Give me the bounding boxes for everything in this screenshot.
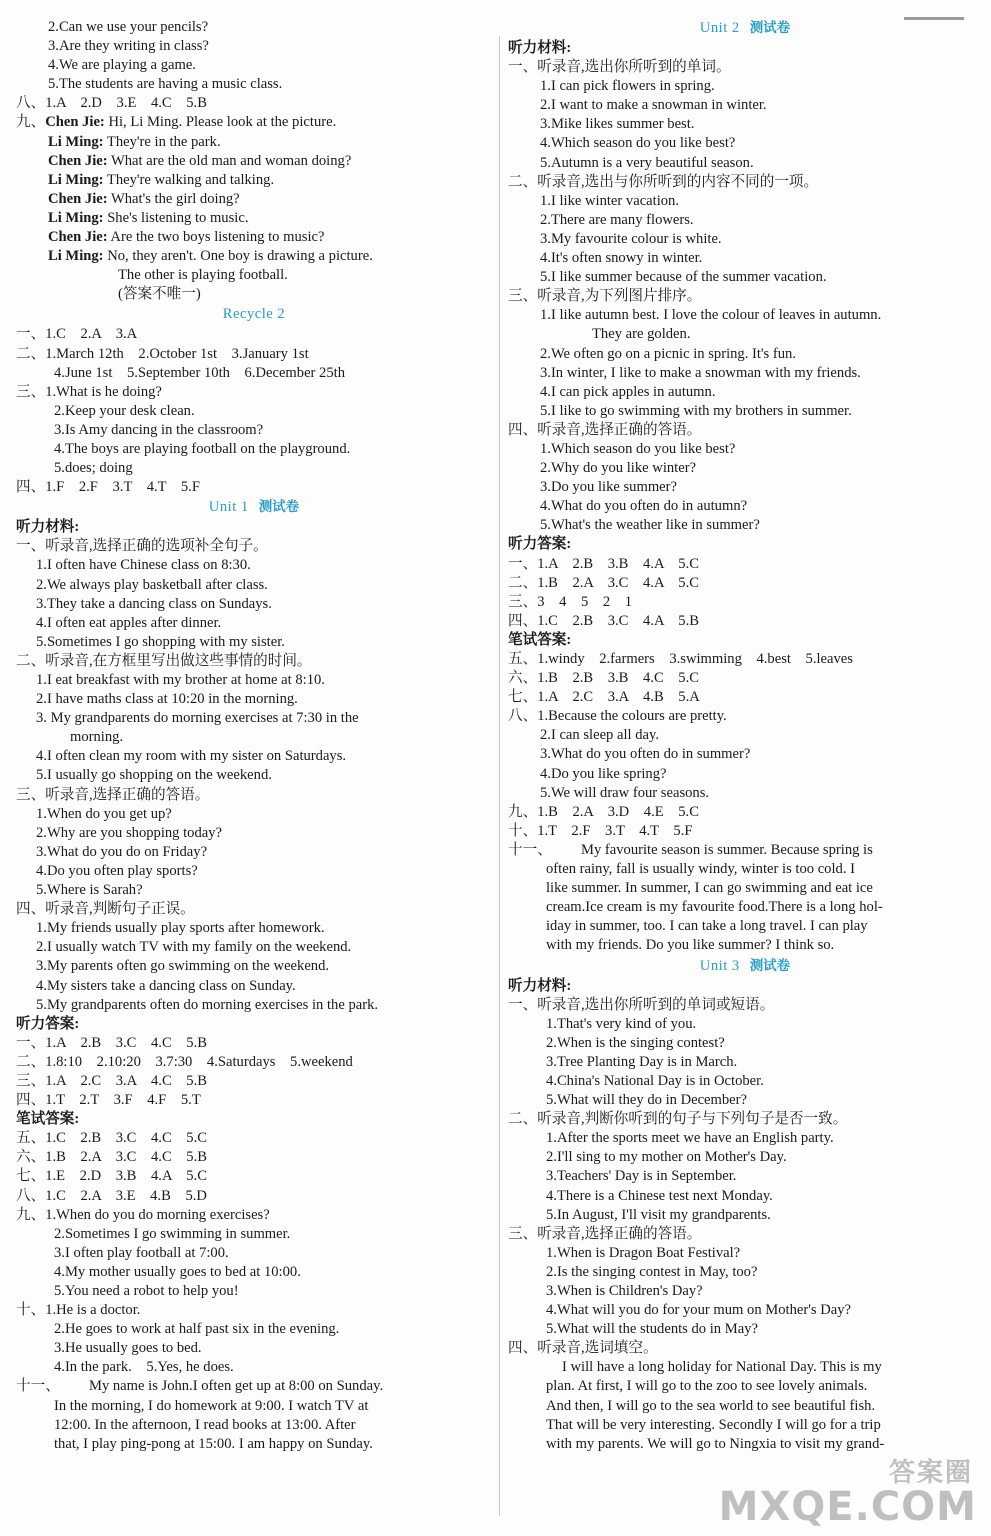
text-line: 2.I usually watch TV with my family on the weekend. — [36, 939, 352, 956]
text-line: 12:00. In the afternoon, I read books at 13:00. After — [54, 1416, 356, 1433]
text-line: 听力材料: — [508, 977, 572, 994]
text-line: 2.I can sleep all day. — [540, 727, 659, 744]
text-line: 3.Is Amy dancing in the classroom? — [54, 421, 264, 438]
text-line: 六、1.B 2.A 3.C 4.C 5.B — [16, 1149, 207, 1166]
text-line: 四、1.F 2.F 3.T 4.T 5.F — [16, 479, 200, 496]
text-line: 2.Why do you like winter? — [540, 460, 697, 477]
text-line: 三、听录音,为下列图片排序。 — [508, 288, 702, 305]
text-line: 1.My friends usually play sports after homework. — [36, 920, 325, 937]
text-line: 4.In the park. 5.Yes, he does. — [54, 1359, 234, 1376]
text-line: 九、1.When do you do morning exercises? — [16, 1206, 270, 1223]
speaker-name: Chen Jie: — [45, 114, 105, 131]
text-line: 六、1.B 2.B 3.B 4.C 5.C — [508, 670, 699, 687]
text-line: 2.Is the singing contest in May, too? — [546, 1263, 758, 1280]
text-line: 4.My mother usually goes to bed at 10:00. — [54, 1263, 301, 1280]
text-line: 3.He usually goes to bed. — [54, 1340, 202, 1357]
text-line: 2.There are many flowers. — [540, 211, 694, 228]
text-line: 八、1.Because the colours are pretty. — [508, 708, 727, 725]
text-line: 四、1.C 2.B 3.C 4.A 5.B — [508, 612, 699, 629]
text-line: 5.We will draw four seasons. — [540, 784, 710, 801]
text-line: 十一、 My name is John.I often get up at 8:00 on Sunday. — [16, 1378, 384, 1395]
text-line: cream.Ice cream is my favourite food.There is a long hol- — [546, 899, 883, 916]
text-line: 1.When do you get up? — [36, 805, 172, 822]
text-line: 5.What's the weather like in summer? — [540, 517, 760, 534]
text-line: 3.Do you like summer? — [540, 479, 677, 496]
text-line: 4.Do you often play sports? — [36, 862, 198, 879]
speaker-name: Li Ming: — [48, 133, 104, 150]
speaker-name: Li Ming: — [48, 171, 104, 188]
text-line: Chen Jie: What's the girl doing? — [48, 190, 240, 207]
site-watermark — [718, 1452, 983, 1530]
text-line: 十、1.T 2.F 3.T 4.T 5.F — [508, 822, 693, 839]
text-line: 4.We are playing a game. — [48, 57, 196, 74]
text-line: 3.My favourite colour is white. — [540, 230, 722, 247]
text-line: 2.Keep your desk clean. — [54, 402, 195, 419]
text-line: 5.My grandparents often do morning exercises in the park. — [36, 996, 379, 1013]
text-line: 听力材料: — [16, 519, 80, 536]
text-line: 听力材料: — [508, 40, 572, 56]
text-line: 3.Are they writing in class? — [48, 38, 209, 55]
text-line: That will be very interesting. Secondly I will go for a trip — [546, 1416, 881, 1433]
text-line: 3.My parents often go swimming on the weekend. — [36, 958, 330, 975]
text-line: 九、Chen Jie: Hi, Li Ming. Please look at the picture. — [16, 114, 337, 131]
text-line: 3.Tree Planting Day is in March. — [546, 1053, 738, 1070]
text-line: 3. My grandparents do morning exercises at 7:30 in the — [36, 710, 359, 727]
text-line: like summer. In summer, I can go swimming and eat ice — [546, 880, 873, 897]
text-line: 二、听录音,选出与你所听到的内容不同的一项。 — [508, 173, 819, 190]
text-line: 5.does; doing — [54, 460, 133, 477]
section-heading — [14, 304, 494, 325]
text-line: Li Ming: No, they aren't. One boy is drawing a picture. — [48, 248, 373, 265]
text-line: 一、1.C 2.A 3.A — [16, 326, 138, 343]
text-line: (答案不唯一) — [118, 286, 201, 303]
text-line: 一、1.A 2.B 3.C 4.C 5.B — [16, 1034, 207, 1051]
text-line: 一、听录音,选出你所听到的单词。 — [508, 59, 731, 76]
text-line: 九、1.B 2.A 3.D 4.E 5.C — [508, 803, 699, 820]
text-line: 1.I can pick flowers in spring. — [540, 78, 715, 95]
text-line: 五、1.windy 2.farmers 3.swimming 4.best 5.leaves — [508, 651, 853, 667]
text-line: 四、听录音,选择正确的答语。 — [508, 421, 702, 438]
text-line: 2.Why are you shopping today? — [36, 824, 223, 841]
text-line: 2.We always play basketball after class. — [36, 576, 268, 593]
text-line: 4.I often eat apples after dinner. — [36, 614, 222, 631]
text-line: 4.It's often snowy in winter. — [540, 250, 703, 267]
text-line: 1.After the sports meet we have an English party. — [546, 1130, 834, 1147]
speaker-name: Li Ming: — [48, 209, 104, 226]
text-line: 5.I usually go shopping on the weekend. — [36, 767, 272, 784]
text-line: 4.I can pick apples in autumn. — [540, 383, 716, 400]
text-line: 笔试答案: — [16, 1111, 80, 1128]
section-title: Recycle 2 — [222, 306, 286, 323]
text-line: morning. — [70, 729, 124, 746]
text-line: 四、1.T 2.T 3.F 4.F 5.T — [16, 1092, 201, 1109]
text-line: 5.What will they do in December? — [546, 1092, 747, 1109]
text-line: In the morning, I do homework at 9:00. I watch TV at — [54, 1397, 369, 1414]
text-line: iday in summer, too. I can take a long travel. I can play — [546, 918, 868, 935]
right-column — [506, 18, 984, 1454]
section-subtitle: 测试卷 — [749, 20, 791, 36]
section-title: Unit 2 — [699, 20, 740, 36]
text-line: 八、1.A 2.D 3.E 4.C 5.B — [16, 95, 207, 112]
watermark-text-top: 答案圈 — [888, 1458, 973, 1488]
text-line: The other is playing football. — [118, 267, 288, 284]
text-line: I will have a long holiday for National Day. This is my — [562, 1359, 882, 1376]
text-line: 笔试答案: — [508, 631, 572, 648]
text-line: 听力答案: — [508, 536, 572, 553]
text-line: 3.What do you do on Friday? — [36, 843, 208, 860]
text-line: 二、听录音,在方框里写出做这些事情的时间。 — [16, 652, 312, 669]
text-line: Li Ming: She's listening to music. — [48, 209, 249, 226]
text-line: 2.I'll sing to my mother on Mother's Day. — [546, 1149, 787, 1166]
text-line: 4.What will you do for your mum on Mother's Day? — [546, 1302, 851, 1319]
text-line: 2.We often go on a picnic in spring. It's fun. — [540, 345, 796, 362]
text-line: 5.I like summer because of the summer vacation. — [540, 269, 827, 286]
text-line: 5.I like to go swimming with my brothers in summer. — [540, 402, 852, 419]
text-line: Li Ming: They're walking and talking. — [48, 171, 275, 188]
text-line: 1.That's very kind of you. — [546, 1015, 697, 1032]
text-line: 3.They take a dancing class on Sundays. — [36, 595, 272, 612]
text-line: 3.Mike likes summer best. — [540, 116, 695, 133]
section-title: Unit 3 — [699, 957, 740, 974]
text-line: 5.You need a robot to help you! — [54, 1283, 239, 1299]
section-title: Unit 1 — [208, 499, 249, 516]
watermark-text-bottom: MXQE.COM — [718, 1484, 977, 1530]
text-line: 1.I like autumn best. I love the colour of leaves in autumn. — [540, 307, 882, 324]
section-subtitle: 测试卷 — [749, 957, 791, 974]
text-line: 三、1.What is he doing? — [16, 383, 162, 400]
text-line: with my parents. We will go to Ningxia to visit my grand- — [546, 1435, 885, 1452]
column-divider — [499, 36, 500, 1516]
text-line: 四、听录音,判断句子正误。 — [16, 901, 195, 918]
text-line: 2.Sometimes I go swimming in summer. — [54, 1225, 291, 1242]
text-line: 四、听录音,选词填空。 — [508, 1340, 658, 1357]
section-subtitle: 测试卷 — [258, 499, 300, 516]
text-line: 3.When is Children's Day? — [546, 1283, 703, 1299]
text-line: 5.Where is Sarah? — [36, 882, 143, 899]
text-line: 5.In August, I'll visit my grandparents. — [546, 1206, 771, 1223]
text-line: 二、1.B 2.A 3.C 4.A 5.C — [508, 574, 699, 591]
text-line: 5.Autumn is a very beautiful season. — [540, 154, 754, 171]
text-line: 一、听录音,选择正确的选项补全句子。 — [16, 538, 268, 555]
text-line: 3.Teachers' Day is in September. — [546, 1168, 737, 1185]
text-line: with my friends. Do you like summer? I think so. — [546, 937, 835, 954]
text-line: often rainy, fall is usually windy, winter is too cold. I — [546, 861, 855, 878]
text-line: 七、1.A 2.C 3.A 4.B 5.A — [508, 689, 700, 706]
text-line: 一、1.A 2.B 3.B 4.A 5.C — [508, 555, 699, 572]
text-line: 三、3 4 5 2 1 — [508, 593, 633, 610]
text-line: 二、1.March 12th 2.October 1st 3.January 1st — [16, 345, 309, 362]
section-heading — [506, 18, 984, 39]
text-line: 5.What will the students do in May? — [546, 1321, 758, 1338]
text-line: 2.I have maths class at 10:20 in the morning. — [36, 691, 298, 708]
section-heading — [506, 956, 984, 977]
text-line: 二、听录音,判断你听到的句子与下列句子是否一致。 — [508, 1111, 848, 1128]
text-line: 三、听录音,选择正确的答语。 — [16, 786, 210, 803]
text-line: 1.I often have Chinese class on 8:30. — [36, 557, 251, 574]
text-line: 4.The boys are playing football on the playground. — [54, 440, 351, 457]
text-line: Li Ming: They're in the park. — [48, 133, 221, 150]
text-line: Chen Jie: Are the two boys listening to music? — [48, 229, 325, 246]
speaker-name: Chen Jie: — [48, 229, 108, 246]
text-line: 4.Do you like spring? — [540, 765, 667, 782]
section-heading — [14, 497, 494, 518]
text-line: 1.I like winter vacation. — [540, 192, 679, 209]
text-line: 2.He goes to work at half past six in the evening. — [54, 1321, 340, 1338]
text-line: 4.China's National Day is in October. — [546, 1072, 764, 1089]
text-line: 4.There is a Chinese test next Monday. — [546, 1187, 773, 1204]
text-line: 2.Can we use your pencils? — [48, 19, 209, 35]
text-line: And then, I will go to the sea world to see beautiful fish. — [546, 1397, 876, 1414]
text-line: 二、1.8:10 2.10:20 3.7:30 4.Saturdays 5.weekend — [16, 1053, 353, 1070]
text-line: They are golden. — [592, 326, 691, 343]
text-line: 2.I want to make a snowman in winter. — [540, 97, 767, 114]
text-line: 十、1.He is a doctor. — [16, 1302, 141, 1319]
text-line: 4.June 1st 5.September 10th 6.December 25th — [54, 364, 346, 381]
text-line: 5.The students are having a music class. — [48, 76, 283, 93]
text-line: 3.I often play football at 7:00. — [54, 1244, 229, 1261]
text-line: 七、1.E 2.D 3.B 4.A 5.C — [16, 1168, 207, 1185]
text-line: 3.What do you often do in summer? — [540, 746, 751, 763]
text-line: 4.Which season do you like best? — [540, 135, 736, 152]
text-line: 2.When is the singing contest? — [546, 1034, 725, 1051]
text-line: 五、1.C 2.B 3.C 4.C 5.C — [16, 1130, 207, 1147]
speaker-name: Chen Jie: — [48, 152, 108, 169]
text-line: 三、1.A 2.C 3.A 4.C 5.B — [16, 1072, 207, 1089]
text-line: 4.My sisters take a dancing class on Sunday. — [36, 977, 296, 994]
text-line: 1.When is Dragon Boat Festival? — [546, 1244, 741, 1261]
text-line: that, I play ping-pong at 15:00. I am happy on Sunday. — [54, 1435, 373, 1452]
text-line: 4.What do you often do in autumn? — [540, 498, 748, 515]
text-line: 3.In winter, I like to make a snowman with my friends. — [540, 364, 861, 381]
speaker-name: Li Ming: — [48, 248, 104, 265]
text-line: 八、1.C 2.A 3.E 4.B 5.D — [16, 1187, 207, 1204]
text-line: 4.I often clean my room with my sister on Saturdays. — [36, 748, 347, 765]
text-line: 十一、 My favourite season is summer. Because spring is — [508, 841, 873, 858]
text-line: plan. At first, I will go to the zoo to see lovely animals. — [546, 1378, 868, 1395]
speaker-name: Chen Jie: — [48, 190, 108, 207]
text-line: 听力答案: — [16, 1015, 80, 1032]
text-line: 5.Sometimes I go shopping with my sister. — [36, 633, 285, 650]
text-line: Chen Jie: What are the old man and woman doing? — [48, 152, 352, 169]
left-column — [14, 18, 494, 1454]
text-line: 1.I eat breakfast with my brother at home at 8:10. — [36, 672, 325, 688]
text-line: 三、听录音,选择正确的答语。 — [508, 1225, 702, 1242]
text-line: 1.Which season do you like best? — [540, 440, 736, 457]
text-line: 一、听录音,选出你所听到的单词或短语。 — [508, 996, 775, 1013]
